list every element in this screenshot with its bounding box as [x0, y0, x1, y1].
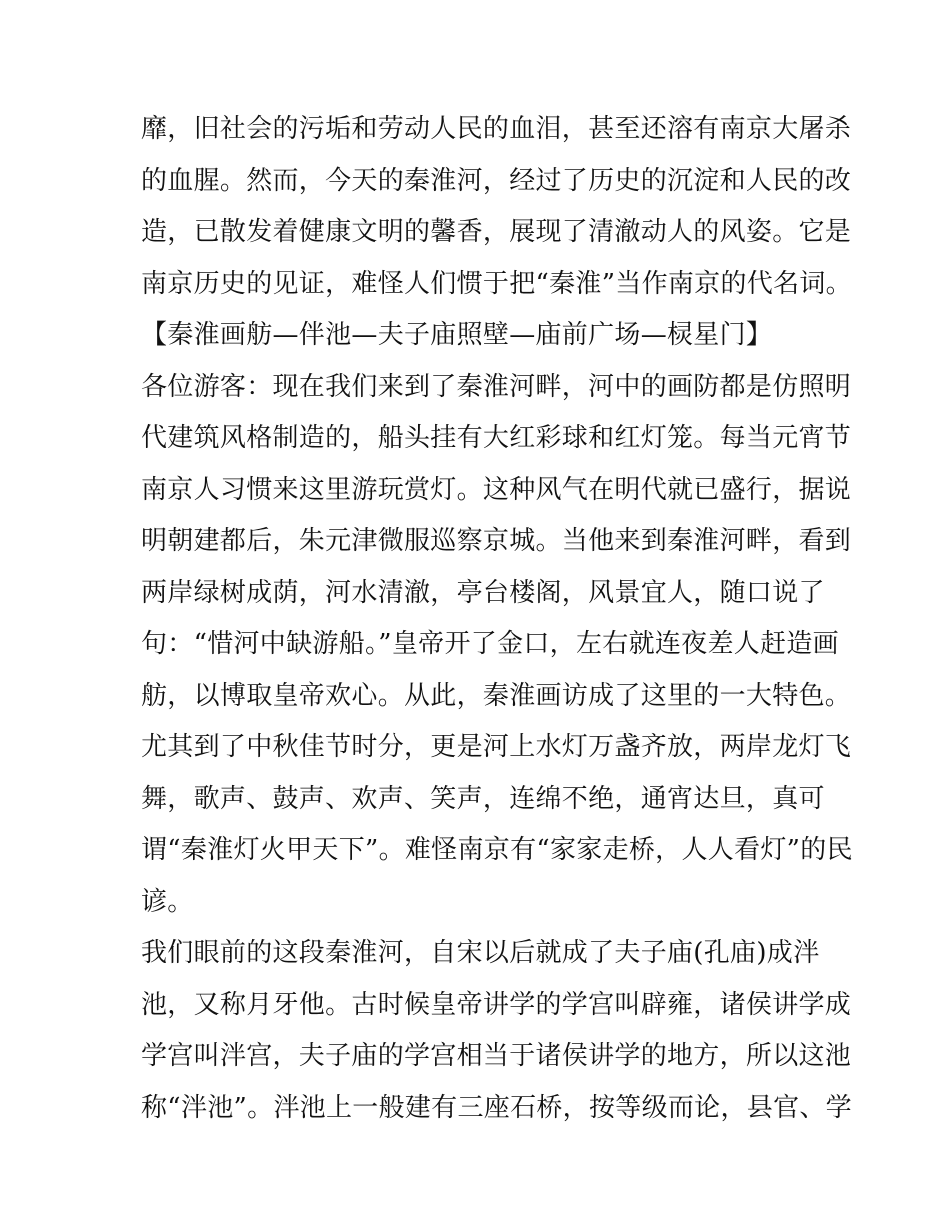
text-line: 句：“惜河中缺游船。”皇帝开了金口，左右就连夜差人赶造画 — [141, 629, 839, 659]
text-line: 两岸绿树成荫，河水清澈，亭台楼阁，风景宜人，随口说了 — [141, 577, 825, 608]
body-text — [141, 104, 853, 1134]
text-line: 谚。 — [141, 886, 194, 917]
text-line: 代建筑风格制造的，船头挂有大红彩球和红灯笼。每当元宵节 — [141, 423, 852, 453]
text-line: 造，已散发着健康文明的馨香，展现了清澈动人的风姿。它是 — [141, 217, 852, 247]
section-heading: 【秦淮画舫—伴池—夫子庙照壁—庙前广场—棂星门】 — [141, 320, 773, 350]
text-line: 各位游客：现在我们来到了秦淮河畔，河中的画防都是仿照明 — [141, 371, 852, 402]
text-line: 我们眼前的这段秦淮河，自宋以后就成了夫子庙(孔庙)成泮 — [141, 938, 820, 968]
text-line: 舞，歌声、鼓声、欢声、笑声，连绵不绝，通宵达旦，真可 — [141, 783, 825, 814]
text-line: 池，又称月牙他。古时候皇帝讲学的学宫叫辟雍，诸侯讲学成 — [141, 989, 852, 1020]
text-line: 明朝建都后，朱元津微服巡察京城。当他来到秦淮河畔，看到 — [141, 526, 852, 556]
text-line: 称“泮池”。泮池上一般建有三座石桥，按等级而论，县官、学 — [141, 1092, 852, 1123]
text-line: 南京人习惯来这里游玩赏灯。这种风气在明代就已盛行，据说 — [141, 474, 852, 505]
text-line: 靡，旧社会的污垢和劳动人民的血泪，甚至还溶有南京大屠杀 — [141, 114, 852, 144]
text-line: 的血腥。然而，今天的秦淮河，经过了历史的沉淀和人民的改 — [141, 165, 852, 196]
text-line: 谓“秦淮灯火甲天下”。难怪南京有“家家走桥，人人看灯”的民 — [141, 835, 853, 865]
text-line: 尤其到了中秋佳节时分，更是河上水灯万盏齐放，两岸龙灯飞 — [141, 732, 852, 762]
text-line: 南京历史的见证，难怪人们惯于把“秦淮”当作南京的代名词。 — [141, 268, 852, 299]
text-line: 舫，以博取皇帝欢心。从此，秦淮画访成了这里的一大特色。 — [141, 680, 852, 711]
text-line: 学宫叫泮宫，夫子庙的学宫相当于诸侯讲学的地方，所以这池 — [141, 1041, 852, 1071]
